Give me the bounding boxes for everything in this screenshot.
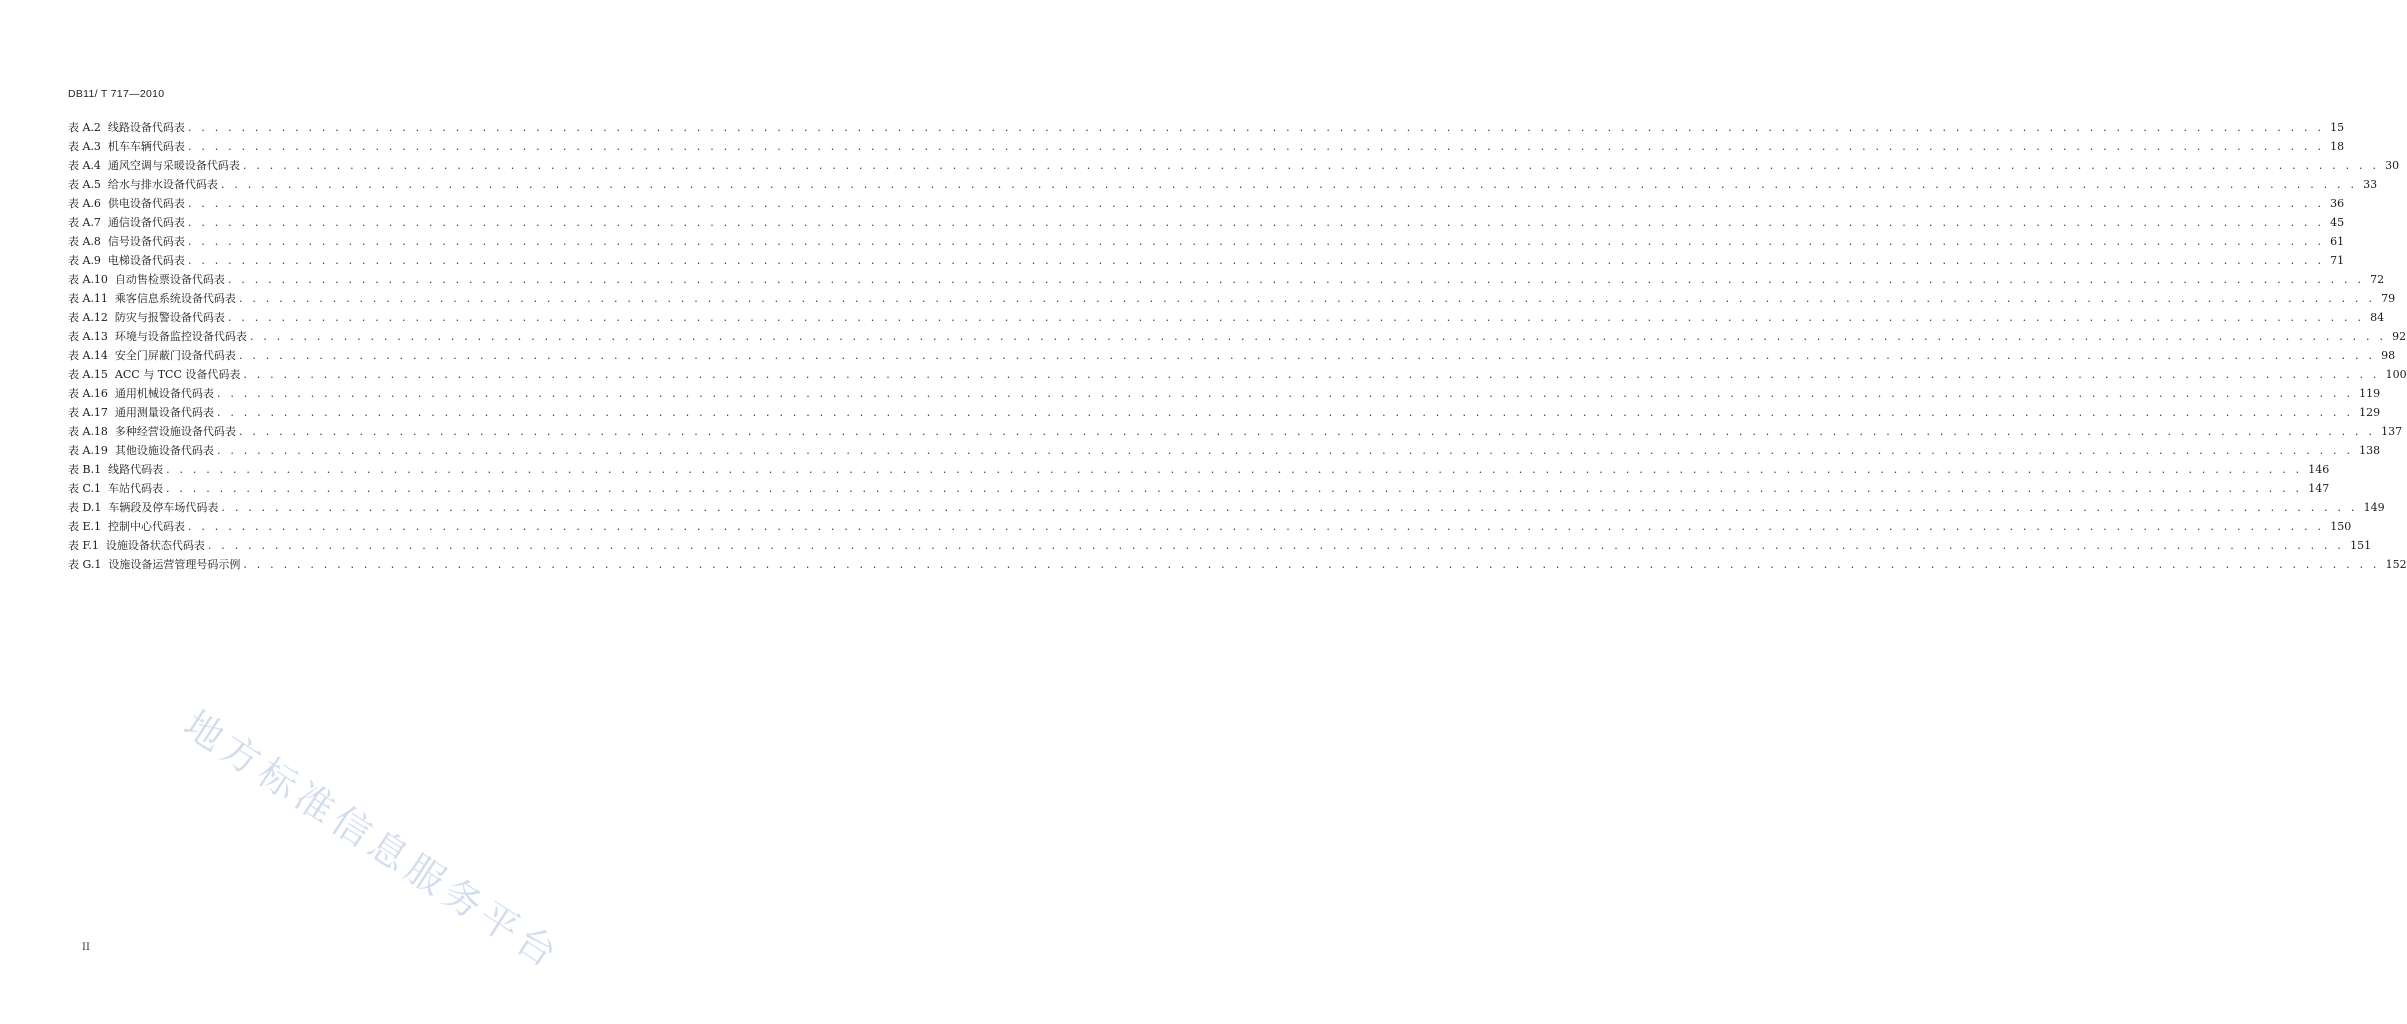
- toc-entry-label: 表 A.13 环境与设备监控设备代码表: [68, 330, 247, 343]
- toc-entry-page: 72: [2370, 273, 2385, 286]
- toc-entry-page: 146: [2308, 463, 2330, 476]
- toc-dot-leader: . . . . . . . . . . . . . . . . . . . . . . . . . . . . . . . . . . . . . . . . . . . . . . . . . . . . . . . . . . . . . . . . . . . . . . . . . . . . . . . . . . . . . . . . . . . . . . . . . . . . . . . . . . . . . . . . . . . . . . . . . . . . . . . . . . . . . . . . . . . . . . . . . . . . . . . . . . . . . . . .: [187, 121, 2325, 134]
- toc-dot-leader: . . . . . . . . . . . . . . . . . . . . . . . . . . . . . . . . . . . . . . . . . . . . . . . . . . . . . . . . . . . . . . . . . . . . . . . . . . . . . . . . . . . . . . . . . . . . . . . . . . . . . . . . . . . . . . . . . . . . . . . . . . . . . . . . . . . . . . . . . . . . . . . . . . . . . . . . . . . . . . . .: [187, 216, 2325, 229]
- toc-entry-label: 表 A.10 自动售检票设备代码表: [68, 273, 225, 286]
- document-code-header: DB11/ T 717—2010: [68, 88, 165, 100]
- toc-entry-page: 100: [2385, 368, 2407, 381]
- toc-dot-leader: . . . . . . . . . . . . . . . . . . . . . . . . . . . . . . . . . . . . . . . . . . . . . . . . . . . . . . . . . . . . . . . . . . . . . . . . . . . . . . . . . . . . . . . . . . . . . . . . . . . . . . . . . . . . . . . . . . . . . . . . . . . . . . . . . . . . . . . . . . . . . . . . . . . . . . . . . . . . . . . .: [216, 387, 2354, 400]
- toc-entry[interactable]: [68, 365, 2407, 384]
- toc-entry[interactable]: [68, 118, 2345, 137]
- toc-entry[interactable]: [68, 441, 2381, 460]
- toc-entry[interactable]: [68, 346, 2396, 365]
- toc-dot-leader: . . . . . . . . . . . . . . . . . . . . . . . . . . . . . . . . . . . . . . . . . . . . . . . . . . . . . . . . . . . . . . . . . . . . . . . . . . . . . . . . . . . . . . . . . . . . . . . . . . . . . . . . . . . . . . . . . . . . . . . . . . . . . . . . . . . . . . . . . . . . . . . . . . . . . . . . . . . . . . . .: [216, 406, 2354, 419]
- toc-entry-page: 129: [2359, 406, 2381, 419]
- toc-entry-label: 表 A.6 供电设备代码表: [68, 197, 185, 210]
- toc-entry-page: 152: [2385, 558, 2407, 571]
- toc-entry-label: 表 C.1 车站代码表: [68, 482, 164, 495]
- toc-entry[interactable]: [68, 498, 2385, 517]
- toc-entry[interactable]: [68, 137, 2345, 156]
- toc-entry[interactable]: [68, 308, 2385, 327]
- toc-entry-page: 98: [2381, 349, 2396, 362]
- toc-dot-leader: . . . . . . . . . . . . . . . . . . . . . . . . . . . . . . . . . . . . . . . . . . . . . . . . . . . . . . . . . . . . . . . . . . . . . . . . . . . . . . . . . . . . . . . . . . . . . . . . . . . . . . . . . . . . . . . . . . . . . . . . . . . . . . . . . . . . . . . . . . . . . . . . . . . . . . . . . . . . . . . .: [188, 520, 2325, 533]
- toc-entry-label: 表 E.1 控制中心代码表: [68, 520, 186, 533]
- toc-entry-label: 表 A.5 给水与排水设备代码表: [68, 178, 218, 191]
- toc-entry-page: 92: [2392, 330, 2407, 343]
- toc-entry[interactable]: [68, 422, 2403, 441]
- toc-entry-label: 表 A.8 信号设备代码表: [68, 235, 185, 248]
- toc-entry[interactable]: [68, 270, 2385, 289]
- toc-entry-page: 33: [2363, 178, 2378, 191]
- toc-entry[interactable]: [68, 194, 2345, 213]
- toc-dot-leader: . . . . . . . . . . . . . . . . . . . . . . . . . . . . . . . . . . . . . . . . . . . . . . . . . . . . . . . . . . . . . . . . . . . . . . . . . . . . . . . . . . . . . . . . . . . . . . . . . . . . . . . . . . . . . . . . . . . . . . . . . . . . . . . . . . . . . . . . . . . . . . . . . . . . . . . . . . . . . . . .: [166, 482, 2303, 495]
- toc-entry[interactable]: [68, 384, 2381, 403]
- toc-entry[interactable]: [68, 232, 2345, 251]
- toc-entry[interactable]: [68, 555, 2407, 574]
- toc-dot-leader: . . . . . . . . . . . . . . . . . . . . . . . . . . . . . . . . . . . . . . . . . . . . . . . . . . . . . . . . . . . . . . . . . . . . . . . . . . . . . . . . . . . . . . . . . . . . . . . . . . . . . . . . . . . . . . . . . . . . . . . . . . . . . . . . . . . . . . . . . . . . . . . . . . . . . . . . . . . . . . . .: [216, 444, 2354, 457]
- toc-dot-leader: . . . . . . . . . . . . . . . . . . . . . . . . . . . . . . . . . . . . . . . . . . . . . . . . . . . . . . . . . . . . . . . . . . . . . . . . . . . . . . . . . . . . . . . . . . . . . . . . . . . . . . . . . . . . . . . . . . . . . . . . . . . . . . . . . . . . . . . . . . . . . . . . . . . . . . . . . . . . . . . .: [187, 197, 2325, 210]
- toc-entry-label: 表 A.19 其他设施设备代码表: [68, 444, 214, 457]
- toc-dot-leader: . . . . . . . . . . . . . . . . . . . . . . . . . . . . . . . . . . . . . . . . . . . . . . . . . . . . . . . . . . . . . . . . . . . . . . . . . . . . . . . . . . . . . . . . . . . . . . . . . . . . . . . . . . . . . . . . . . . . . . . . . . . . . . . . . . . . . . . . . . . . . . . . . . . . . . . . . . . . . . . .: [238, 425, 2376, 438]
- toc-dot-leader: . . . . . . . . . . . . . . . . . . . . . . . . . . . . . . . . . . . . . . . . . . . . . . . . . . . . . . . . . . . . . . . . . . . . . . . . . . . . . . . . . . . . . . . . . . . . . . . . . . . . . . . . . . . . . . . . . . . . . . . . . . . . . . . . . . . . . . . . . . . . . . . . . . . . . . . . . . . . . . . .: [242, 159, 2380, 172]
- toc-entry-page: 151: [2350, 539, 2372, 552]
- toc-entry-page: 36: [2330, 197, 2345, 210]
- toc-entry-page: 84: [2370, 311, 2385, 324]
- toc-entry-label: 表 A.18 多种经营设施设备代码表: [68, 425, 236, 438]
- toc-entry-label: 表 F.1 设施设备状态代码表: [68, 539, 205, 552]
- toc-entry-page: 79: [2381, 292, 2396, 305]
- toc-entry[interactable]: [68, 156, 2400, 175]
- toc-entry-page: 147: [2308, 482, 2330, 495]
- toc-dot-leader: . . . . . . . . . . . . . . . . . . . . . . . . . . . . . . . . . . . . . . . . . . . . . . . . . . . . . . . . . . . . . . . . . . . . . . . . . . . . . . . . . . . . . . . . . . . . . . . . . . . . . . . . . . . . . . . . . . . . . . . . . . . . . . . . . . . . . . . . . . . . . . . . . . . . . . . . . . . . . . . .: [166, 463, 2303, 476]
- toc-entry-page: 138: [2359, 444, 2381, 457]
- toc-entry-page: 150: [2330, 520, 2352, 533]
- toc-dot-leader: . . . . . . . . . . . . . . . . . . . . . . . . . . . . . . . . . . . . . . . . . . . . . . . . . . . . . . . . . . . . . . . . . . . . . . . . . . . . . . . . . . . . . . . . . . . . . . . . . . . . . . . . . . . . . . . . . . . . . . . . . . . . . . . . . . . . . . . . . . . . . . . . . . . . . . . . . . . . . . . .: [249, 330, 2387, 343]
- toc-entry[interactable]: [68, 517, 2352, 536]
- toc-dot-leader: . . . . . . . . . . . . . . . . . . . . . . . . . . . . . . . . . . . . . . . . . . . . . . . . . . . . . . . . . . . . . . . . . . . . . . . . . . . . . . . . . . . . . . . . . . . . . . . . . . . . . . . . . . . . . . . . . . . . . . . . . . . . . . . . . . . . . . . . . . . . . . . . . . . . . . . . . . . . . . . .: [207, 539, 2345, 552]
- toc-entry-label: 表 A.2 线路设备代码表: [68, 121, 185, 134]
- toc-entry[interactable]: [68, 403, 2381, 422]
- toc-entry-label: 表 D.1 车辆段及停车场代码表: [68, 501, 219, 514]
- toc-dot-leader: . . . . . . . . . . . . . . . . . . . . . . . . . . . . . . . . . . . . . . . . . . . . . . . . . . . . . . . . . . . . . . . . . . . . . . . . . . . . . . . . . . . . . . . . . . . . . . . . . . . . . . . . . . . . . . . . . . . . . . . . . . . . . . . . . . . . . . . . . . . . . . . . . . . . . . . . . . . . . . . .: [187, 254, 2325, 267]
- toc-entry-label: 表 A.12 防灾与报警设备代码表: [68, 311, 225, 324]
- toc-dot-leader: . . . . . . . . . . . . . . . . . . . . . . . . . . . . . . . . . . . . . . . . . . . . . . . . . . . . . . . . . . . . . . . . . . . . . . . . . . . . . . . . . . . . . . . . . . . . . . . . . . . . . . . . . . . . . . . . . . . . . . . . . . . . . . . . . . . . . . . . . . . . . . . . . . . . . . . . . . . . . . . .: [227, 311, 2365, 324]
- toc-entry-label: 表 A.4 通风空调与采暖设备代码表: [68, 159, 240, 172]
- toc-dot-leader: . . . . . . . . . . . . . . . . . . . . . . . . . . . . . . . . . . . . . . . . . . . . . . . . . . . . . . . . . . . . . . . . . . . . . . . . . . . . . . . . . . . . . . . . . . . . . . . . . . . . . . . . . . . . . . . . . . . . . . . . . . . . . . . . . . . . . . . . . . . . . . . . . . . . . . . . . . . . . . . .: [187, 235, 2325, 248]
- toc-dot-leader: . . . . . . . . . . . . . . . . . . . . . . . . . . . . . . . . . . . . . . . . . . . . . . . . . . . . . . . . . . . . . . . . . . . . . . . . . . . . . . . . . . . . . . . . . . . . . . . . . . . . . . . . . . . . . . . . . . . . . . . . . . . . . . . . . . . . . . . . . . . . . . . . . . . . . . . . . . . . . . . .: [238, 292, 2376, 305]
- toc-entry-page: 137: [2381, 425, 2403, 438]
- toc-dot-leader: . . . . . . . . . . . . . . . . . . . . . . . . . . . . . . . . . . . . . . . . . . . . . . . . . . . . . . . . . . . . . . . . . . . . . . . . . . . . . . . . . . . . . . . . . . . . . . . . . . . . . . . . . . . . . . . . . . . . . . . . . . . . . . . . . . . . . . . . . . . . . . . . . . . . . . . . . . . . . . . .: [243, 558, 2380, 571]
- toc-dot-leader: . . . . . . . . . . . . . . . . . . . . . . . . . . . . . . . . . . . . . . . . . . . . . . . . . . . . . . . . . . . . . . . . . . . . . . . . . . . . . . . . . . . . . . . . . . . . . . . . . . . . . . . . . . . . . . . . . . . . . . . . . . . . . . . . . . . . . . . . . . . . . . . . . . . . . . . . . . . . . . . .: [220, 178, 2358, 191]
- toc-entry-page: 149: [2363, 501, 2385, 514]
- toc-entry-page: 119: [2359, 387, 2381, 400]
- toc-entry-label: 表 A.15 ACC 与 TCC 设备代码表: [68, 368, 241, 381]
- toc-dot-leader: . . . . . . . . . . . . . . . . . . . . . . . . . . . . . . . . . . . . . . . . . . . . . . . . . . . . . . . . . . . . . . . . . . . . . . . . . . . . . . . . . . . . . . . . . . . . . . . . . . . . . . . . . . . . . . . . . . . . . . . . . . . . . . . . . . . . . . . . . . . . . . . . . . . . . . . . . . . . . . . .: [238, 349, 2376, 362]
- toc-dot-leader: . . . . . . . . . . . . . . . . . . . . . . . . . . . . . . . . . . . . . . . . . . . . . . . . . . . . . . . . . . . . . . . . . . . . . . . . . . . . . . . . . . . . . . . . . . . . . . . . . . . . . . . . . . . . . . . . . . . . . . . . . . . . . . . . . . . . . . . . . . . . . . . . . . . . . . . . . . . . . . . .: [243, 368, 2380, 381]
- toc-entry[interactable]: [68, 289, 2396, 308]
- toc-entry[interactable]: [68, 327, 2407, 346]
- toc-entry[interactable]: [68, 175, 2378, 194]
- toc-entry-label: 表 A.3 机车车辆代码表: [68, 140, 185, 153]
- toc-entry-label: 表 A.9 电梯设备代码表: [68, 254, 185, 267]
- toc-entry-page: 18: [2330, 140, 2345, 153]
- table-of-contents: [68, 118, 2407, 574]
- toc-entry[interactable]: [68, 251, 2345, 270]
- toc-entry-label: 表 A.17 通用测量设备代码表: [68, 406, 214, 419]
- toc-entry-label: 表 A.11 乘客信息系统设备代码表: [68, 292, 236, 305]
- page-number: II: [82, 942, 90, 953]
- toc-entry-page: 71: [2330, 254, 2345, 267]
- toc-entry-page: 30: [2385, 159, 2400, 172]
- toc-entry-label: 表 G.1 设施设备运营管理号码示例: [68, 558, 241, 571]
- toc-entry-label: 表 A.7 通信设备代码表: [68, 216, 185, 229]
- toc-entry-label: 表 A.14 安全门屏蔽门设备代码表: [68, 349, 236, 362]
- toc-entry[interactable]: [68, 460, 2330, 479]
- toc-entry-page: 61: [2330, 235, 2345, 248]
- toc-dot-leader: . . . . . . . . . . . . . . . . . . . . . . . . . . . . . . . . . . . . . . . . . . . . . . . . . . . . . . . . . . . . . . . . . . . . . . . . . . . . . . . . . . . . . . . . . . . . . . . . . . . . . . . . . . . . . . . . . . . . . . . . . . . . . . . . . . . . . . . . . . . . . . . . . . . . . . . . . . . . . . . .: [187, 140, 2325, 153]
- toc-entry-label: 表 B.1 线路代码表: [68, 463, 164, 476]
- toc-entry-page: 45: [2330, 216, 2345, 229]
- toc-entry[interactable]: [68, 536, 2372, 555]
- toc-entry-page: 15: [2330, 121, 2345, 134]
- toc-entry-label: 表 A.16 通用机械设备代码表: [68, 387, 214, 400]
- toc-entry[interactable]: [68, 213, 2345, 232]
- toc-entry[interactable]: [68, 479, 2330, 498]
- watermark: 地方标准信息服务平台: [176, 701, 570, 979]
- toc-dot-leader: . . . . . . . . . . . . . . . . . . . . . . . . . . . . . . . . . . . . . . . . . . . . . . . . . . . . . . . . . . . . . . . . . . . . . . . . . . . . . . . . . . . . . . . . . . . . . . . . . . . . . . . . . . . . . . . . . . . . . . . . . . . . . . . . . . . . . . . . . . . . . . . . . . . . . . . . . . . . . . . .: [227, 273, 2365, 286]
- toc-dot-leader: . . . . . . . . . . . . . . . . . . . . . . . . . . . . . . . . . . . . . . . . . . . . . . . . . . . . . . . . . . . . . . . . . . . . . . . . . . . . . . . . . . . . . . . . . . . . . . . . . . . . . . . . . . . . . . . . . . . . . . . . . . . . . . . . . . . . . . . . . . . . . . . . . . . . . . . . . . . . . . . .: [221, 501, 2358, 514]
